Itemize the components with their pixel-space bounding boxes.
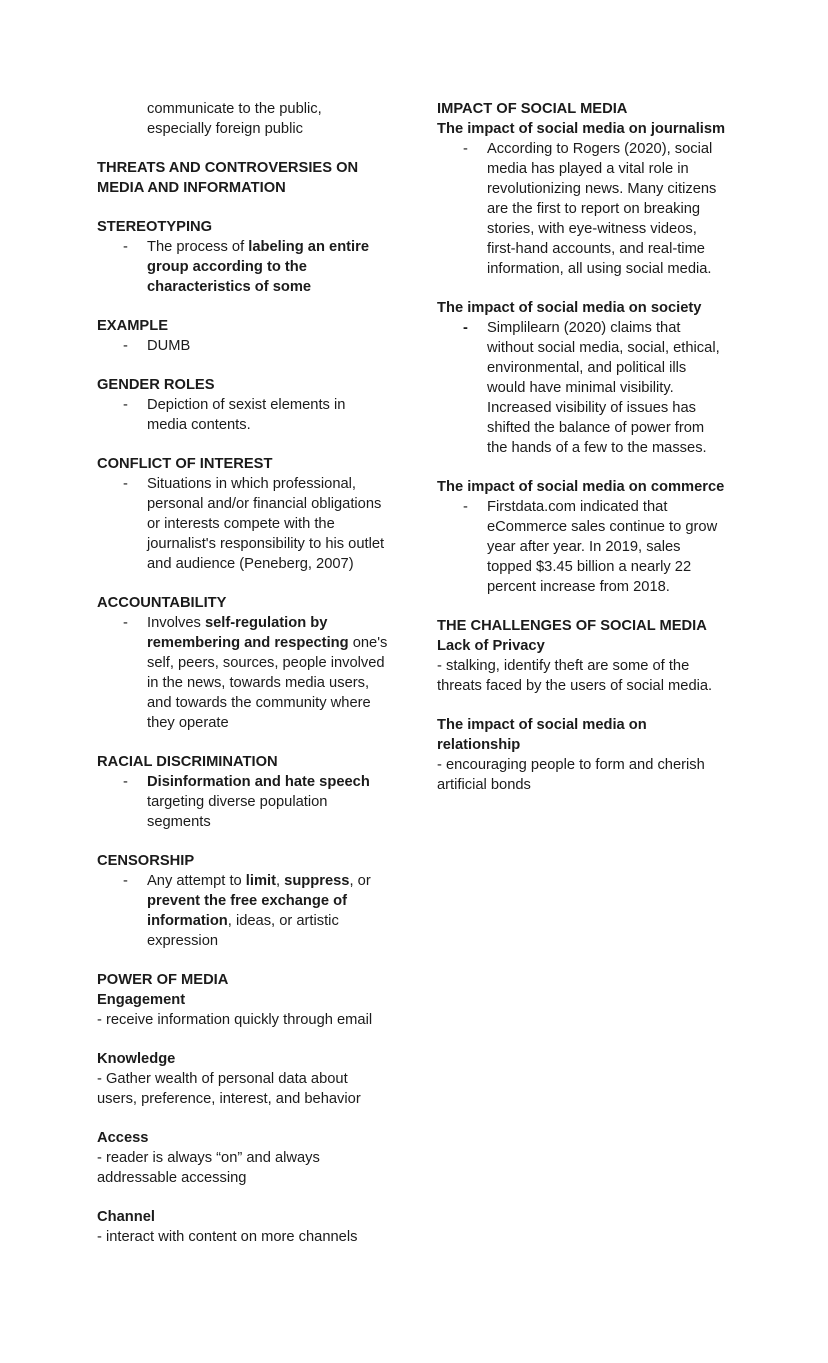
text-run: RACIAL DISCRIMINATION bbox=[97, 754, 278, 770]
text-run: GENDER ROLES bbox=[97, 377, 215, 393]
text-run: , or bbox=[349, 873, 371, 889]
bullet-item bbox=[97, 237, 431, 297]
bullet-dash: - bbox=[463, 141, 468, 157]
text-run: The process of bbox=[147, 239, 249, 255]
text-run: without social media, social, ethical, bbox=[487, 340, 720, 356]
text-line bbox=[437, 715, 771, 735]
text-run: are the first to report on breaking bbox=[487, 201, 701, 217]
text-run: CONFLICT OF INTEREST bbox=[97, 456, 273, 472]
text-run: Lack of Privacy bbox=[437, 638, 545, 654]
text-line bbox=[487, 378, 771, 398]
text-line bbox=[147, 633, 431, 653]
text-run: Any attempt to bbox=[147, 873, 246, 889]
text-line bbox=[97, 1128, 431, 1148]
column-left bbox=[97, 99, 431, 1247]
text-run: would have minimal visibility. bbox=[487, 380, 674, 396]
section-heading bbox=[437, 477, 771, 497]
text-run: media has played a vital role in bbox=[487, 161, 689, 177]
text-run: artificial bonds bbox=[437, 777, 531, 793]
text-line bbox=[487, 179, 771, 199]
text-line bbox=[97, 1049, 431, 1069]
text-run: they operate bbox=[147, 715, 229, 731]
text-line bbox=[147, 336, 431, 356]
paragraph bbox=[437, 755, 771, 795]
text-run: POWER OF MEDIA bbox=[97, 972, 229, 988]
text-run: The impact of social media on journalism bbox=[437, 121, 726, 137]
text-run: shifted the balance of power from bbox=[487, 420, 705, 436]
text-line bbox=[97, 1227, 431, 1247]
bullet-item bbox=[97, 336, 431, 356]
text-run: Simplilearn (2020) claims that bbox=[487, 320, 681, 336]
section-heading bbox=[97, 752, 431, 772]
text-line bbox=[97, 217, 431, 237]
text-line bbox=[437, 735, 771, 755]
text-line bbox=[147, 871, 431, 891]
section-heading bbox=[437, 616, 771, 636]
paragraph bbox=[437, 656, 771, 696]
text-line bbox=[437, 99, 771, 119]
text-line bbox=[97, 375, 431, 395]
section-heading bbox=[97, 851, 431, 871]
section-heading bbox=[97, 1128, 431, 1148]
text-run: especially foreign public bbox=[147, 121, 303, 137]
text-run: self, peers, sources, people involved bbox=[147, 655, 385, 671]
text-run: the hands of a few to the masses. bbox=[487, 440, 707, 456]
text-line bbox=[487, 418, 771, 438]
text-line bbox=[437, 755, 771, 775]
text-line bbox=[147, 514, 431, 534]
text-run: or interests compete with the bbox=[147, 516, 335, 532]
text-run: The impact of social media on commerce bbox=[437, 479, 725, 495]
text-run: revolutionizing news. Many citizens bbox=[487, 181, 717, 197]
bullet-text bbox=[147, 613, 431, 733]
text-run: information bbox=[147, 913, 228, 929]
text-line bbox=[97, 158, 431, 178]
text-line bbox=[147, 792, 431, 812]
text-run: year after year. In 2019, sales bbox=[487, 539, 681, 555]
text-line bbox=[97, 316, 431, 336]
text-line bbox=[97, 990, 431, 1010]
bullet-text bbox=[147, 772, 431, 832]
bullet-dash: - bbox=[123, 774, 128, 790]
text-run: topped $3.45 billion a nearly 22 bbox=[487, 559, 692, 575]
text-run: Channel bbox=[97, 1209, 155, 1225]
text-run: labeling an entire bbox=[248, 239, 370, 255]
column-right bbox=[437, 99, 771, 795]
text-run: eCommerce sales continue to grow bbox=[487, 519, 718, 535]
text-run: Access bbox=[97, 1130, 149, 1146]
text-run: - stalking, identify theft are some of the bbox=[437, 658, 690, 674]
text-run: CENSORSHIP bbox=[97, 853, 195, 869]
bullet-text bbox=[487, 139, 771, 279]
text-run: journalist's responsibility to his outlet bbox=[147, 536, 385, 552]
text-run: group according to the bbox=[147, 259, 307, 275]
bullet-text bbox=[487, 318, 771, 458]
text-line bbox=[437, 676, 771, 696]
text-run: , ideas, or artistic bbox=[227, 913, 339, 929]
text-line bbox=[487, 159, 771, 179]
text-line bbox=[97, 454, 431, 474]
text-line bbox=[437, 119, 771, 139]
text-line bbox=[487, 557, 771, 577]
text-line bbox=[147, 237, 431, 257]
text-run: STEREOTYPING bbox=[97, 219, 213, 235]
text-run: and audience (Peneberg, 2007) bbox=[147, 556, 354, 572]
text-run: - receive information quickly through email bbox=[97, 1012, 373, 1028]
text-run: EXAMPLE bbox=[97, 318, 168, 334]
text-run: addressable accessing bbox=[97, 1170, 247, 1186]
text-line bbox=[147, 693, 431, 713]
text-run: MEDIA AND INFORMATION bbox=[97, 180, 286, 196]
bullet-text bbox=[487, 497, 771, 597]
bullet-text bbox=[147, 237, 431, 297]
text-run: communicate to the public, bbox=[147, 101, 322, 117]
text-line bbox=[487, 338, 771, 358]
text-run: expression bbox=[147, 933, 219, 949]
text-run: users, preference, interest, and behavior bbox=[97, 1091, 361, 1107]
text-run: ACCOUNTABILITY bbox=[97, 595, 227, 611]
text-line bbox=[487, 318, 771, 338]
text-line bbox=[147, 494, 431, 514]
bullet-dash: - bbox=[123, 873, 128, 889]
text-run: Involves bbox=[147, 615, 205, 631]
text-run: Firstdata.com indicated that bbox=[487, 499, 668, 515]
text-run: , bbox=[276, 873, 285, 889]
text-line bbox=[97, 1089, 431, 1109]
text-line bbox=[147, 653, 431, 673]
text-line bbox=[147, 613, 431, 633]
text-line bbox=[97, 1168, 431, 1188]
text-run: Depiction of sexist elements in bbox=[147, 397, 346, 413]
text-run: targeting diverse population bbox=[147, 794, 328, 810]
bullet-item bbox=[97, 772, 431, 832]
text-line bbox=[97, 178, 431, 198]
text-run: prevent the free exchange of bbox=[147, 893, 347, 909]
bullet-item bbox=[437, 139, 771, 279]
bullet-item bbox=[97, 613, 431, 733]
text-line bbox=[147, 772, 431, 792]
section-heading bbox=[97, 375, 431, 395]
text-run: in the news, towards media users, bbox=[147, 675, 370, 691]
text-run: and towards the community where bbox=[147, 695, 371, 711]
text-run: information, all using social media. bbox=[487, 261, 712, 277]
text-line bbox=[147, 99, 431, 119]
text-line bbox=[487, 358, 771, 378]
section-heading bbox=[97, 1207, 431, 1227]
text-line bbox=[147, 812, 431, 832]
paragraph bbox=[97, 1010, 431, 1030]
text-run: segments bbox=[147, 814, 211, 830]
text-line bbox=[147, 911, 431, 931]
bullet-text bbox=[147, 474, 431, 574]
text-line bbox=[487, 398, 771, 418]
text-line bbox=[97, 970, 431, 990]
text-run: limit bbox=[245, 873, 276, 889]
section-heading bbox=[97, 158, 431, 198]
bullet-item bbox=[97, 395, 431, 435]
text-line bbox=[487, 438, 771, 458]
text-run: DUMB bbox=[147, 338, 191, 354]
text-run: THE CHALLENGES OF SOCIAL MEDIA bbox=[437, 618, 707, 634]
bullet-text bbox=[147, 871, 431, 951]
section-heading bbox=[97, 217, 431, 237]
text-run: - interact with content on more channels bbox=[97, 1229, 358, 1245]
text-run: environmental, and political ills bbox=[487, 360, 687, 376]
text-run: IMPACT OF SOCIAL MEDIA bbox=[437, 101, 628, 117]
text-run: The impact of social media on bbox=[437, 717, 647, 733]
text-line bbox=[437, 477, 771, 497]
text-line bbox=[487, 219, 771, 239]
section-heading bbox=[437, 99, 771, 119]
text-run: remembering and respecting bbox=[147, 635, 349, 651]
bullet-item bbox=[437, 497, 771, 597]
section-heading bbox=[437, 119, 771, 139]
bullet-dash: - bbox=[123, 476, 128, 492]
text-run: personal and/or financial obligations bbox=[147, 496, 382, 512]
text-line bbox=[437, 298, 771, 318]
text-run: According to Rogers (2020), social bbox=[487, 141, 713, 157]
section-heading bbox=[97, 316, 431, 336]
text-line bbox=[487, 259, 771, 279]
text-run: percent increase from 2018. bbox=[487, 579, 670, 595]
bullet-dash: - bbox=[463, 499, 468, 515]
section-heading bbox=[437, 715, 771, 755]
text-run: - encouraging people to form and cherish bbox=[437, 757, 705, 773]
text-line bbox=[97, 1010, 431, 1030]
text-line bbox=[147, 534, 431, 554]
text-line bbox=[437, 656, 771, 676]
bullet-item bbox=[437, 318, 771, 458]
bullet-item bbox=[97, 474, 431, 574]
text-line bbox=[147, 257, 431, 277]
text-run: Situations in which professional, bbox=[147, 476, 357, 492]
text-line bbox=[147, 891, 431, 911]
text-line bbox=[97, 1069, 431, 1089]
text-line bbox=[97, 1207, 431, 1227]
text-line bbox=[97, 851, 431, 871]
text-line bbox=[147, 931, 431, 951]
text-run: relationship bbox=[437, 737, 521, 753]
text-run: one's bbox=[348, 635, 388, 651]
text-line bbox=[147, 119, 431, 139]
paragraph bbox=[97, 1148, 431, 1188]
text-line bbox=[437, 636, 771, 656]
text-run: self-regulation by bbox=[204, 615, 328, 631]
text-run: suppress bbox=[284, 873, 350, 889]
text-line bbox=[487, 577, 771, 597]
bullet-dash: - bbox=[123, 239, 128, 255]
text-line bbox=[147, 395, 431, 415]
text-line bbox=[437, 775, 771, 795]
text-line bbox=[97, 593, 431, 613]
bullet-dash: - bbox=[123, 338, 128, 354]
text-line bbox=[147, 474, 431, 494]
text-run: The impact of social media on society bbox=[437, 300, 702, 316]
text-line bbox=[147, 277, 431, 297]
bullet-text bbox=[147, 395, 431, 435]
bullet-text bbox=[147, 336, 431, 356]
text-run: first-hand accounts, and real-time bbox=[487, 241, 705, 257]
section-heading bbox=[97, 454, 431, 474]
section-heading bbox=[97, 593, 431, 613]
text-line bbox=[147, 554, 431, 574]
bullet-dash: - bbox=[123, 397, 128, 413]
text-line bbox=[147, 713, 431, 733]
text-line bbox=[97, 752, 431, 772]
text-line bbox=[487, 239, 771, 259]
text-line bbox=[147, 415, 431, 435]
text-run: characteristics of some bbox=[147, 279, 312, 295]
text-run: - Gather wealth of personal data about bbox=[97, 1071, 348, 1087]
text-line bbox=[487, 537, 771, 557]
section-heading bbox=[97, 970, 431, 990]
text-line bbox=[147, 673, 431, 693]
paragraph bbox=[97, 1227, 431, 1247]
text-run: Knowledge bbox=[97, 1051, 176, 1067]
continuation-text bbox=[147, 99, 431, 139]
bullet-item bbox=[97, 871, 431, 951]
text-line bbox=[487, 199, 771, 219]
section-heading bbox=[437, 298, 771, 318]
bullet-dash: - bbox=[463, 320, 468, 336]
text-run: media contents. bbox=[147, 417, 251, 433]
text-run: THREATS AND CONTROVERSIES ON bbox=[97, 160, 359, 176]
paragraph bbox=[97, 1069, 431, 1109]
text-line bbox=[487, 517, 771, 537]
section-heading bbox=[97, 1049, 431, 1069]
text-line bbox=[97, 1148, 431, 1168]
section-heading bbox=[437, 636, 771, 656]
text-run: - reader is always “on” and always bbox=[97, 1150, 320, 1166]
bullet-dash: - bbox=[123, 615, 128, 631]
text-line bbox=[487, 497, 771, 517]
text-run: Increased visibility of issues has bbox=[487, 400, 696, 416]
text-run: stories, with eye-witness videos, bbox=[487, 221, 697, 237]
text-line bbox=[437, 616, 771, 636]
text-run: Engagement bbox=[97, 992, 186, 1008]
text-run: threats faced by the users of social media. bbox=[437, 678, 713, 694]
text-line bbox=[487, 139, 771, 159]
section-heading bbox=[97, 990, 431, 1010]
text-run: Disinformation and hate speech bbox=[147, 774, 370, 790]
